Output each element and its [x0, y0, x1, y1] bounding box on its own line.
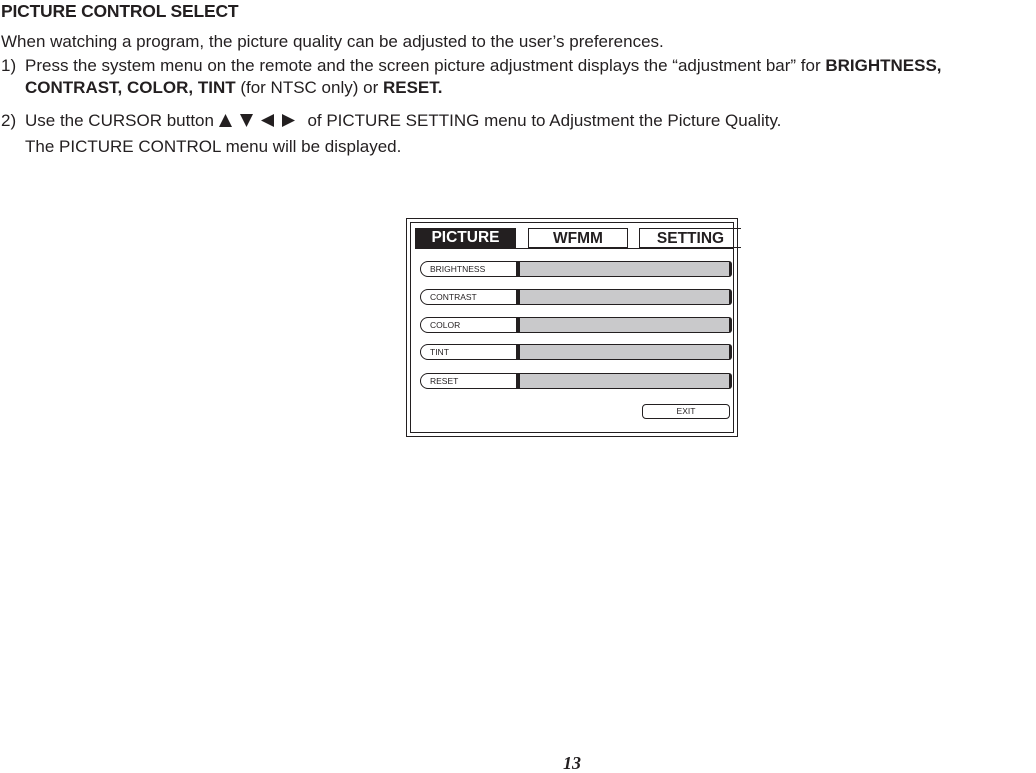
step-2-line-1	[25, 110, 781, 132]
tint-row[interactable]	[420, 344, 732, 360]
step-1-number: 1)	[1, 56, 17, 75]
menu-frame	[410, 222, 734, 433]
color-adjustment-bar[interactable]	[520, 317, 732, 333]
cursor-arrows	[219, 114, 295, 127]
section-heading: PICTURE CONTROL SELECT	[1, 1, 239, 21]
arrow-up-icon	[219, 114, 232, 127]
step-2-text-a: Use the CURSOR button	[25, 111, 214, 130]
arrow-left-icon	[261, 114, 274, 127]
intro-text: When watching a program, the picture quality can be adjusted to the user’s preferences.	[1, 32, 664, 51]
tint-adjustment-bar[interactable]	[520, 344, 732, 360]
step-1-bold-b: CONTRAST, COLOR, TINT	[25, 78, 236, 97]
reset-label: RESET	[420, 373, 520, 389]
step-1-text-a: Press the system menu on the remote and the screen picture adjustment displays the “adjustment bar” for	[25, 56, 826, 75]
color-row[interactable]	[420, 317, 732, 333]
contrast-label: CONTRAST	[420, 289, 520, 305]
brightness-adjustment-bar[interactable]	[520, 261, 732, 277]
reset-row[interactable]	[420, 373, 732, 389]
step-1-text-b: (for NTSC only) or	[235, 78, 383, 97]
picture-control-menu	[406, 218, 738, 437]
step-2-line-2: The PICTURE CONTROL menu will be displayed.	[25, 137, 402, 156]
step-1-line-1	[25, 55, 942, 77]
step-1-bold-a: BRIGHTNESS,	[825, 56, 942, 75]
arrow-down-icon	[240, 114, 253, 127]
step-2-number: 2)	[1, 111, 17, 130]
contrast-row[interactable]	[420, 289, 732, 305]
tab-divider	[415, 248, 733, 249]
brightness-label: BRIGHTNESS	[420, 261, 520, 277]
contrast-adjustment-bar[interactable]	[520, 289, 732, 305]
arrow-right-icon	[282, 114, 295, 127]
step-1-bold-c: RESET.	[382, 78, 443, 97]
page-number: 13	[563, 753, 581, 773]
step-1-line-2	[25, 77, 443, 99]
step-2-text-b: of PICTURE SETTING menu to Adjustment the Picture Quality.	[307, 111, 782, 130]
tab-wfmm[interactable]: WFMM	[528, 228, 628, 248]
brightness-row[interactable]	[420, 261, 732, 277]
tint-label: TINT	[420, 344, 520, 360]
exit-button[interactable]: EXIT	[642, 404, 730, 419]
tab-setting[interactable]: SETTING	[639, 228, 741, 248]
color-label: COLOR	[420, 317, 520, 333]
tab-picture[interactable]: PICTURE	[415, 228, 516, 248]
reset-adjustment-bar[interactable]	[520, 373, 732, 389]
